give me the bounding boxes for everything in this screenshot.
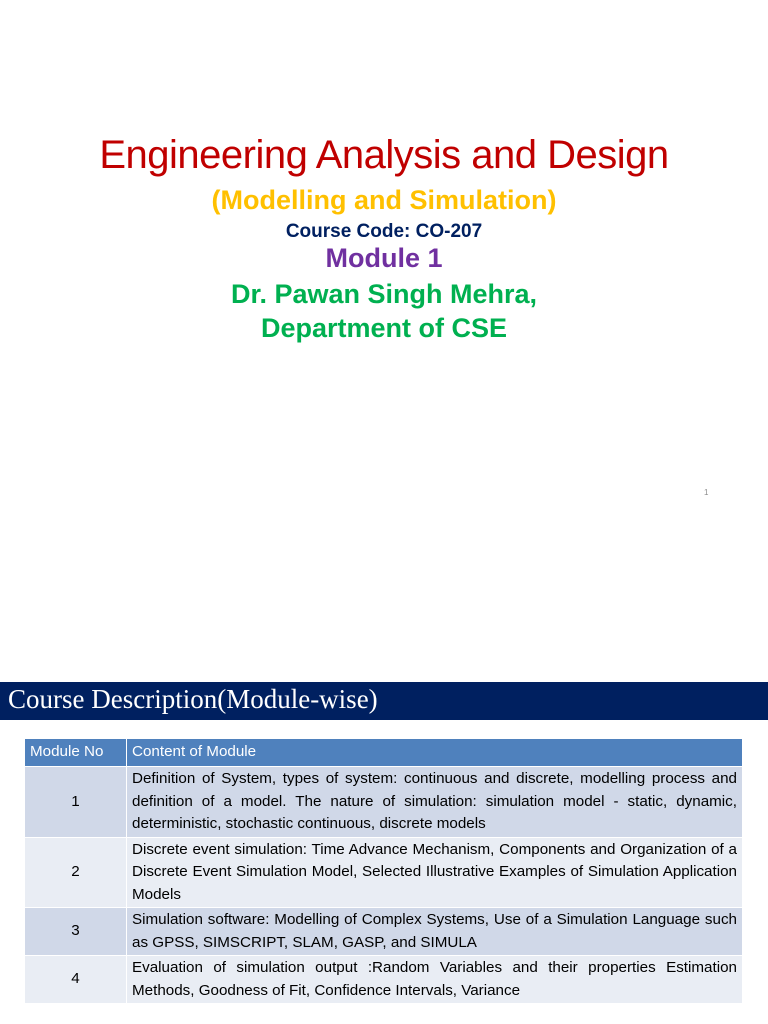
header-bar [0,682,768,720]
course-title: Engineering Analysis and Design [99,133,669,177]
module-content: Definition of System, types of system: continuous and discrete, modelling process and definition of a model. The nature of simulation: simulation model - static, dynamic, deterministic, stochastic continuous, discrete models [127,767,743,838]
module-content: Discrete event simulation: Time Advance Mechanism, Components and Organization of a Discrete Event Simulation Model, Selected Illustrative Examples of Simulation Application Models [127,837,743,908]
module-number: 1 [25,767,127,838]
module-number: 4 [25,956,127,1004]
module-table [24,738,743,1004]
course-subtitle: (Modelling and Simulation) [211,185,557,215]
author-name: Dr. Pawan Singh Mehra, [230,279,538,309]
department-name: Department of CSE [260,313,508,343]
table-header-row [25,739,743,767]
module-number: 3 [25,908,127,956]
table-row [25,908,743,956]
table-row [25,837,743,908]
module-label: Module 1 [325,243,443,273]
course-description-slide [0,682,768,1024]
table-row [25,956,743,1004]
slide-header-title: Course Description(Module-wise) [8,684,378,714]
course-code: Course Code: CO-207 [285,221,483,242]
column-header-content: Content of Module [127,739,743,767]
table-row [25,767,743,838]
column-header-module-no: Module No [25,739,127,767]
page-number: 1 [704,488,709,497]
module-content: Simulation software: Modelling of Complex Systems, Use of a Simulation Language such as GPSS, SIMSCRIPT, SLAM, GASP, and SIMULA [127,908,743,956]
module-content: Evaluation of simulation output :Random Variables and their properties Estimation Methods, Goodness of Fit, Confidence Intervals, Variance [127,956,743,1004]
module-number: 2 [25,837,127,908]
